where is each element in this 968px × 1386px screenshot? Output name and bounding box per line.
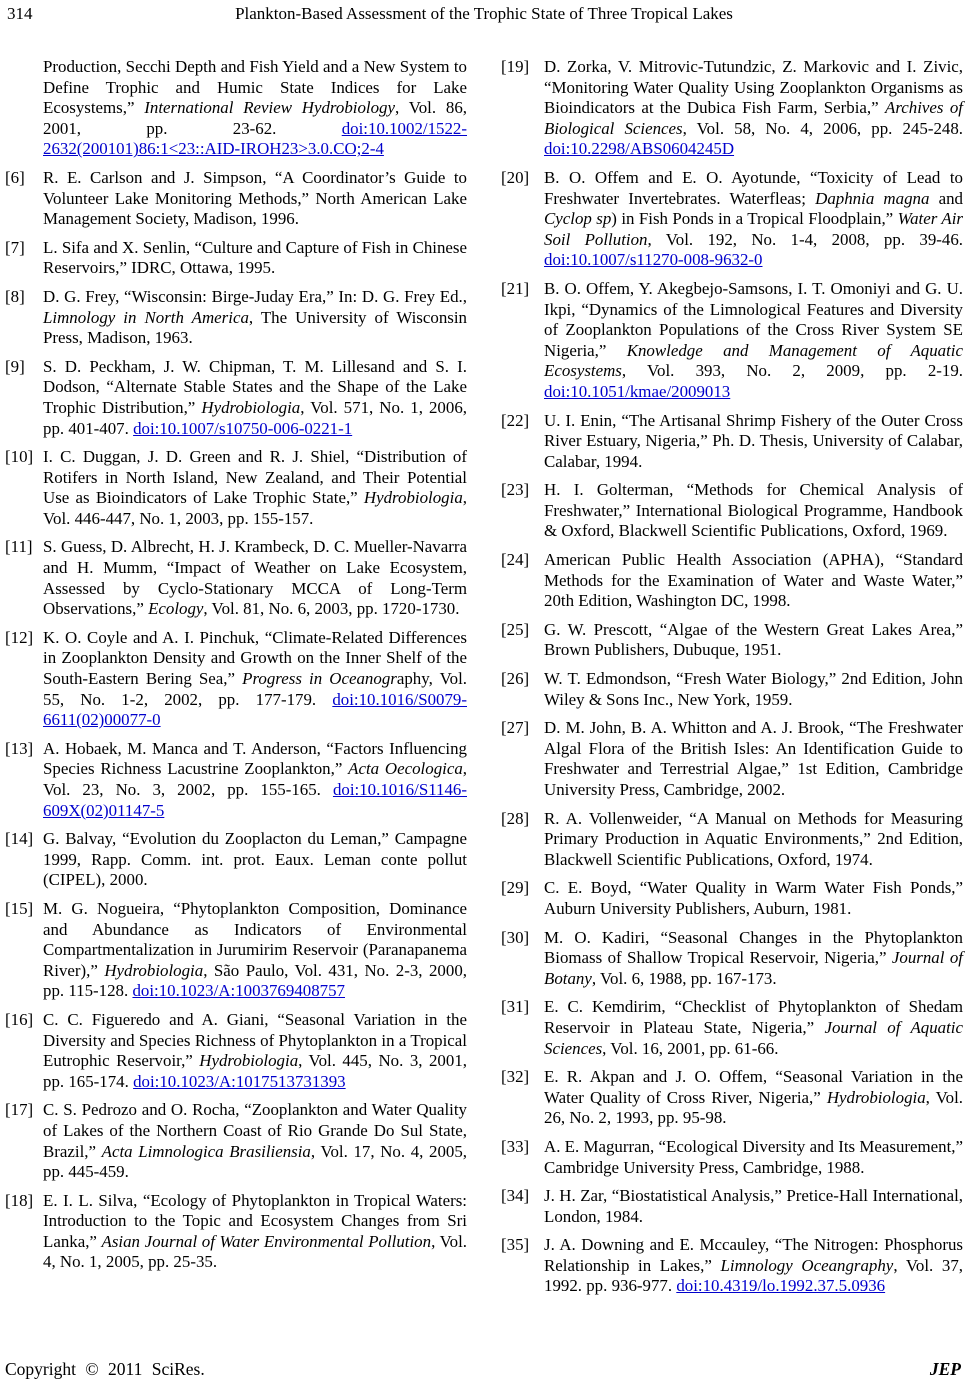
- reference-text: [43, 168, 467, 230]
- italic-title: Cyclop sp: [544, 209, 612, 229]
- reference-item: [501, 1235, 963, 1297]
- reference-text: [43, 1191, 467, 1273]
- italic-title: Archives of Biological Sciences: [544, 98, 963, 138]
- reference-text: [544, 550, 963, 612]
- reference-segment: R. A. Vollenweider, “A Manual on Methods for Measuring Primary Production in Aquatic Environments,” 2nd Edition, Blackwell Scientific Publications, Oxford, 1974.: [544, 808, 963, 869]
- reference-segment: , Vol. 86, 2001, pp. 23-62.: [43, 98, 467, 138]
- italic-title: Acta Limnologica Brasiliensia: [101, 1141, 311, 1161]
- reference-text: [544, 997, 963, 1059]
- reference-segment: L. Sifa and X. Senlin, “Culture and Capture of Fish in Chinese Reservoirs,” IDRC, Ottawa, 1995.: [43, 237, 467, 278]
- reference-number: [7]: [5, 237, 25, 257]
- page-footer: [5, 1359, 961, 1380]
- reference-item: [501, 718, 963, 800]
- reference-number: [10]: [5, 447, 34, 467]
- reference-item: [501, 279, 963, 403]
- doi-link[interactable]: doi:10.1007/s11270-008-9632-0: [544, 250, 763, 270]
- reference-segment: D. G. Frey, “Wisconsin: Birge-Juday Era,” In: D. G. Frey Ed.,: [43, 286, 467, 306]
- reference-number: [16]: [5, 1009, 34, 1029]
- reference-segment: E. C. Kemdirim, “Checklist of Phytoplankton of Shedam Reservoir in Plateau State, Nigeria,”: [544, 997, 963, 1037]
- reference-item: [5, 537, 467, 619]
- reference-segment: G. W. Prescott, “Algae of the Western Great Lakes Area,” Brown Publishers, Dubuque, 1951.: [544, 619, 963, 660]
- reference-number: [8]: [5, 286, 25, 306]
- italic-title: International Review Hydrobiology: [144, 98, 395, 118]
- reference-segment: S. Guess, D. Albrecht, H. J. Krambeck, D. C. Mueller-Navarra and H. Mumm, “Impact of Weather on Lake Ecosystem, Assessed by Cyclo-Stationary MCCA of Long-Term Observations,”: [43, 537, 467, 619]
- reference-segment: , Vol. 393, No. 2, 2009, pp. 2-19.: [621, 361, 963, 381]
- doi-link[interactable]: doi:10.4319/lo.1992.37.5.0936: [676, 1276, 886, 1296]
- reference-segment: W. T. Edmondson, “Fresh Water Biology,” 2nd Edition, John Wiley & Sons Inc., New York, 1959.: [544, 669, 963, 709]
- reference-text: [544, 878, 963, 919]
- reference-text: [544, 1235, 963, 1297]
- italic-title: Hydrobiologia: [363, 488, 463, 508]
- reference-number: [25]: [501, 619, 530, 639]
- reference-segment: C. S. Pedrozo and O. Rocha, “Zooplankton and Water Quality of Lakes of the Northern Coast of Rio Grande Do Sul State, Brazil,”: [43, 1100, 467, 1161]
- reference-number: [23]: [501, 480, 530, 500]
- reference-segment: and: [929, 188, 963, 208]
- reference-item: [5, 899, 467, 1002]
- reference-number: [34]: [501, 1186, 530, 1206]
- reference-text: [544, 1186, 963, 1227]
- reference-item: [501, 168, 963, 271]
- reference-number: [21]: [501, 278, 530, 298]
- journal-abbreviation: JEP: [929, 1359, 961, 1379]
- reference-number: [22]: [501, 410, 530, 430]
- italic-title: Daphnia magna: [815, 188, 930, 208]
- reference-text: [544, 809, 963, 871]
- reference-number: [27]: [501, 718, 530, 738]
- reference-item: [501, 550, 963, 612]
- doi-link[interactable]: doi:10.1016/S0079-6611(02)00077-0: [43, 689, 467, 730]
- running-title: Plankton-Based Assessment of the Trophic State of Three Tropical Lakes: [235, 4, 733, 23]
- page-header: [5, 4, 963, 26]
- reference-segment: , Vol. 4, No. 1, 2005, pp. 25-35.: [43, 1231, 467, 1272]
- references-column-right: [501, 57, 963, 1305]
- reference-text: [544, 1137, 963, 1178]
- reference-segment: ) in Fish Ponds in a Tropical Floodplain,”: [611, 209, 898, 229]
- reference-item: [501, 809, 963, 871]
- reference-segment: A. E. Magurran, “Ecological Diversity and Its Measurement,” Cambridge University Press, Cambridge, 1988.: [544, 1136, 963, 1177]
- italic-title: Asian Journal of Water Environmental Pollution: [101, 1231, 432, 1251]
- reference-item: [5, 168, 467, 230]
- reference-item: [501, 1186, 963, 1227]
- reference-number: [14]: [5, 829, 34, 849]
- reference-segment: C. E. Boyd, “Water Quality in Warm Water Fish Ponds,” Auburn University Publishers, Auburn, 1981.: [544, 878, 963, 918]
- reference-segment: U. I. Enin, “The Artisanal Shrimp Fishery of the Outer Cross River Estuary, Nigeria,” Ph. D. Thesis, University of Calabar, Calabar, 1994.: [544, 410, 963, 471]
- reference-number: [32]: [501, 1067, 530, 1087]
- reference-text: [544, 928, 963, 990]
- reference-number: [13]: [5, 738, 34, 758]
- reference-item: [5, 739, 467, 821]
- reference-text: [544, 1067, 963, 1129]
- reference-segment: J. A. Downing and E. Mccauley, “The Nitrogen: Phosphorus Relationship in Lakes,”: [544, 1235, 963, 1275]
- doi-link[interactable]: doi:10.1023/A:1017513731393: [133, 1071, 346, 1091]
- reference-segment: E. R. Akpan and J. O. Offem, “Seasonal Variation in the Water Quality of Cross River, Nigeria,”: [544, 1067, 963, 1107]
- reference-text: [43, 829, 467, 891]
- reference-segment: , Vol. 571, No. 1, 2006, pp. 401-407.: [43, 397, 467, 438]
- reference-text: [544, 57, 963, 160]
- italic-title: Hydrobiologia: [199, 1051, 299, 1071]
- reference-segment: G. Balvay, “Evolution du Zooplacton du Leman,” Campagne 1999, Rapp. Comm. int. prot. Eaux. Leman conte pollut (CIPEL), 2000.: [43, 829, 467, 890]
- reference-number: [19]: [501, 57, 530, 76]
- reference-number: [30]: [501, 927, 530, 947]
- reference-segment: , The University of Wisconsin Press, Madison, 1963.: [43, 307, 467, 348]
- reference-segment: , São Paulo, Vol. 431, No. 2-3, 2000, pp. 115-128.: [43, 960, 467, 1001]
- reference-text: [43, 1010, 467, 1092]
- reference-segment: , Vol. 16, 2001, pp. 61-66.: [602, 1038, 779, 1058]
- doi-link[interactable]: doi:10.2298/ABS0604245D: [544, 139, 735, 159]
- reference-segment: M. G. Nogueira, “Phytoplankton Composition, Dominance and Abundance as Indicators of Environmental Compartmentalization in Jurumirim Reservoir (Paranapanema River),”: [43, 898, 467, 980]
- reference-number: [15]: [5, 898, 34, 918]
- reference-segment: , Vol. 58, No. 4, 2006, pp. 245-248.: [682, 118, 963, 138]
- reference-item: [5, 829, 467, 891]
- reference-number: [31]: [501, 997, 530, 1017]
- reference-number: [20]: [501, 167, 530, 187]
- reference-item: [5, 287, 467, 349]
- reference-text: [544, 669, 963, 710]
- reference-item: [5, 1191, 467, 1273]
- doi-link[interactable]: doi:10.1007/s10750-006-0221-1: [133, 418, 353, 438]
- reference-item: [5, 447, 467, 529]
- reference-segment: Production, Secchi Depth and Fish Yield and a New System to Define Trophic and Humic State Indices for Lake Ecosystems,”: [43, 57, 467, 118]
- reference-item: [501, 878, 963, 919]
- reference-segment: , Vol. 446-447, No. 1, 2003, pp. 155-157.: [43, 488, 467, 528]
- doi-link[interactable]: doi:10.1016/S1146-609X(02)01147-5: [43, 780, 467, 820]
- reference-segment: , Vol. 23, No. 3, 2002, pp. 155-165.: [43, 759, 468, 799]
- references-section: [5, 57, 963, 1305]
- reference-segment: , Vol. 445, No. 3, 2001, pp. 165-174.: [43, 1051, 467, 1091]
- reference-text: [43, 57, 467, 160]
- reference-text: [544, 411, 963, 473]
- reference-number: [17]: [5, 1100, 34, 1120]
- reference-segment: S. D. Peckham, J. W. Chipman, T. M. Lillesand and S. I. Dodson, “Alternate Stable States and the Shape of the Lake Trophic Distribution,”: [43, 356, 467, 417]
- reference-segment: C. C. Figueredo and A. Giani, “Seasonal Variation in the Diversity and Species Richness of Phytoplankton in a Tropical Eutrophic Reservoir,”: [43, 1009, 467, 1071]
- reference-text: [43, 537, 467, 619]
- reference-text: [43, 628, 467, 731]
- italic-title: Water Air Soil Pollution: [544, 209, 963, 249]
- italic-title: Hydrobiologia: [104, 960, 204, 980]
- italic-title: Hydrobiologia: [201, 397, 301, 417]
- italic-title: Journal of Botany: [544, 948, 963, 988]
- reference-item: [5, 57, 467, 160]
- reference-text: [43, 1100, 467, 1182]
- page-number: 314: [7, 4, 33, 23]
- reference-segment: B. O. Offem and E. O. Ayotunde, “Toxicity of Lead to Freshwater Invertebrates. Waterfleas;: [544, 167, 963, 208]
- reference-item: [501, 57, 963, 160]
- reference-number: [26]: [501, 669, 530, 689]
- reference-text: [544, 168, 963, 271]
- reference-number: [11]: [5, 537, 33, 557]
- reference-number: [33]: [501, 1136, 530, 1156]
- reference-text: [43, 357, 467, 439]
- reference-item: [5, 628, 467, 731]
- reference-text: [544, 279, 963, 403]
- italic-title: Limnology in North America: [43, 307, 249, 327]
- reference-text: [43, 739, 467, 821]
- reference-item: [501, 997, 963, 1059]
- italic-title: Limnology Oceangraphy: [720, 1255, 894, 1275]
- reference-segment: , Vol. 26, No. 2, 1993, pp. 95-98.: [544, 1087, 963, 1128]
- reference-item: [501, 1137, 963, 1178]
- reference-segment: , Vol. 17, No. 4, 2005, pp. 445-459.: [43, 1141, 468, 1182]
- doi-link[interactable]: doi:10.1051/kmae/2009013: [544, 381, 731, 401]
- reference-text: [43, 447, 467, 529]
- reference-segment: D. Zorka, V. Mitrovic-Tutundzic, Z. Markovic and I. Zivic, “Monitoring Water Quality Using Zooplankton Organisms as Bioindicators at the Dubica Fish Farm, Serbia,”: [544, 57, 963, 118]
- reference-segment: J. H. Zar, “Biostatistical Analysis,” Pretice-Hall International, London, 1984.: [544, 1186, 963, 1226]
- reference-item: [5, 238, 467, 279]
- reference-text: [544, 480, 963, 542]
- italic-title: Ecology: [148, 599, 204, 619]
- reference-segment: H. I. Golterman, “Methods for Chemical Analysis of Freshwater,” International Biological Programme, Handbook & Oxford, Blackwell Scientific Publications, Oxford, 1969.: [544, 480, 963, 541]
- reference-text: [544, 620, 963, 661]
- reference-number: [18]: [5, 1190, 34, 1210]
- reference-segment: K. O. Coyle and A. I. Pinchuk, “Climate-Related Differences in Zooplankton Density and Growth on the Inner Shelf of the South-Eastern Bering Sea,”: [43, 627, 467, 689]
- reference-segment: A. Hobaek, M. Manca and T. Anderson, “Factors Influencing Species Richness Lacustrine Zooplankton,”: [43, 738, 467, 779]
- copyright-text: Copyright © 2011 SciRes.: [5, 1359, 205, 1379]
- reference-number: [6]: [5, 167, 25, 187]
- reference-item: [501, 669, 963, 710]
- reference-segment: American Public Health Association (APHA), “Standard Methods for the Examination of Water and Waste Water,” 20th Edition, Washington DC, 1998.: [544, 550, 963, 611]
- reference-number: [24]: [501, 550, 530, 570]
- reference-text: [544, 718, 963, 800]
- reference-number: [5, 57, 43, 160]
- reference-number: [9]: [5, 356, 25, 376]
- italic-title: Acta Oecologica: [348, 759, 463, 779]
- reference-segment: , Vol. 37, 1992. pp. 936-977.: [544, 1255, 963, 1296]
- reference-item: [501, 928, 963, 990]
- reference-item: [501, 480, 963, 542]
- reference-segment: , Vol. 192, No. 1-4, 2008, pp. 39-46.: [647, 229, 964, 249]
- reference-segment: aphy, Vol. 55, No. 1-2, 2002, pp. 177-179.: [43, 669, 468, 709]
- reference-item: [501, 620, 963, 661]
- reference-item: [501, 411, 963, 473]
- italic-title: Journal of Aquatic Sciences: [544, 1017, 963, 1058]
- italic-title: Knowledge and Management of Aquatic Ecosystems: [544, 340, 963, 381]
- reference-segment: R. E. Carlson and J. Simpson, “A Coordinator’s Guide to Volunteer Lake Monitoring Methods,” North American Lake Management Society, Madison, 1996.: [43, 167, 467, 229]
- reference-item: [5, 1100, 467, 1182]
- doi-link[interactable]: doi:10.1023/A:1003769408757: [132, 981, 345, 1001]
- reference-item: [501, 1067, 963, 1129]
- reference-segment: I. C. Duggan, J. D. Green and R. J. Shiel, “Distribution of Rotifers in North Island, New Zealand, and Their Potential Use as Bioindicators of Lake Trophic State,”: [43, 447, 467, 508]
- reference-number: [35]: [501, 1235, 530, 1255]
- reference-segment: , Vol. 6, 1988, pp. 167-173.: [591, 968, 777, 988]
- italic-title: Hydrobiologia: [826, 1087, 926, 1107]
- reference-item: [5, 357, 467, 439]
- reference-text: [43, 238, 467, 279]
- references-column-left: [5, 57, 467, 1305]
- italic-title: Progress in Oceanogr: [242, 669, 397, 689]
- reference-segment: M. O. Kadiri, “Seasonal Changes in the Phytoplankton Biomass of Shallow Tropical Reservoir, Nigeria,”: [544, 927, 963, 968]
- reference-number: [29]: [501, 878, 530, 898]
- reference-text: [43, 287, 467, 349]
- reference-segment: E. I. L. Silva, “Ecology of Phytoplankton in Tropical Waters: Introduction to the Topic and Ecosystem Changes from Sri Lanka,”: [43, 1190, 467, 1251]
- reference-segment: B. O. Offem, Y. Akegbejo-Samsons, I. T. Omoniyi and G. U. Ikpi, “Dynamics of the Limnological Features and Diversity of Zooplankton Populations of the Cross River System SE Nigeria,”: [544, 278, 963, 360]
- reference-segment: D. M. John, B. A. Whitton and A. J. Brook, “The Freshwater Algal Flora of the British Isles: An Identification Guide to Freshwater and Terrestrial Algae,” 1st Edition, Cambridge University Press, Cambridge, 2002.: [544, 718, 963, 799]
- doi-link[interactable]: doi:10.1002/1522-2632(200101)86:1<23::AID-IROH23>3.0.CO;2-4: [43, 118, 467, 159]
- reference-text: [43, 899, 467, 1002]
- reference-number: [12]: [5, 627, 34, 647]
- reference-segment: , Vol. 81, No. 6, 2003, pp. 1720-1730.: [203, 599, 460, 619]
- reference-number: [28]: [501, 808, 530, 828]
- reference-item: [5, 1010, 467, 1092]
